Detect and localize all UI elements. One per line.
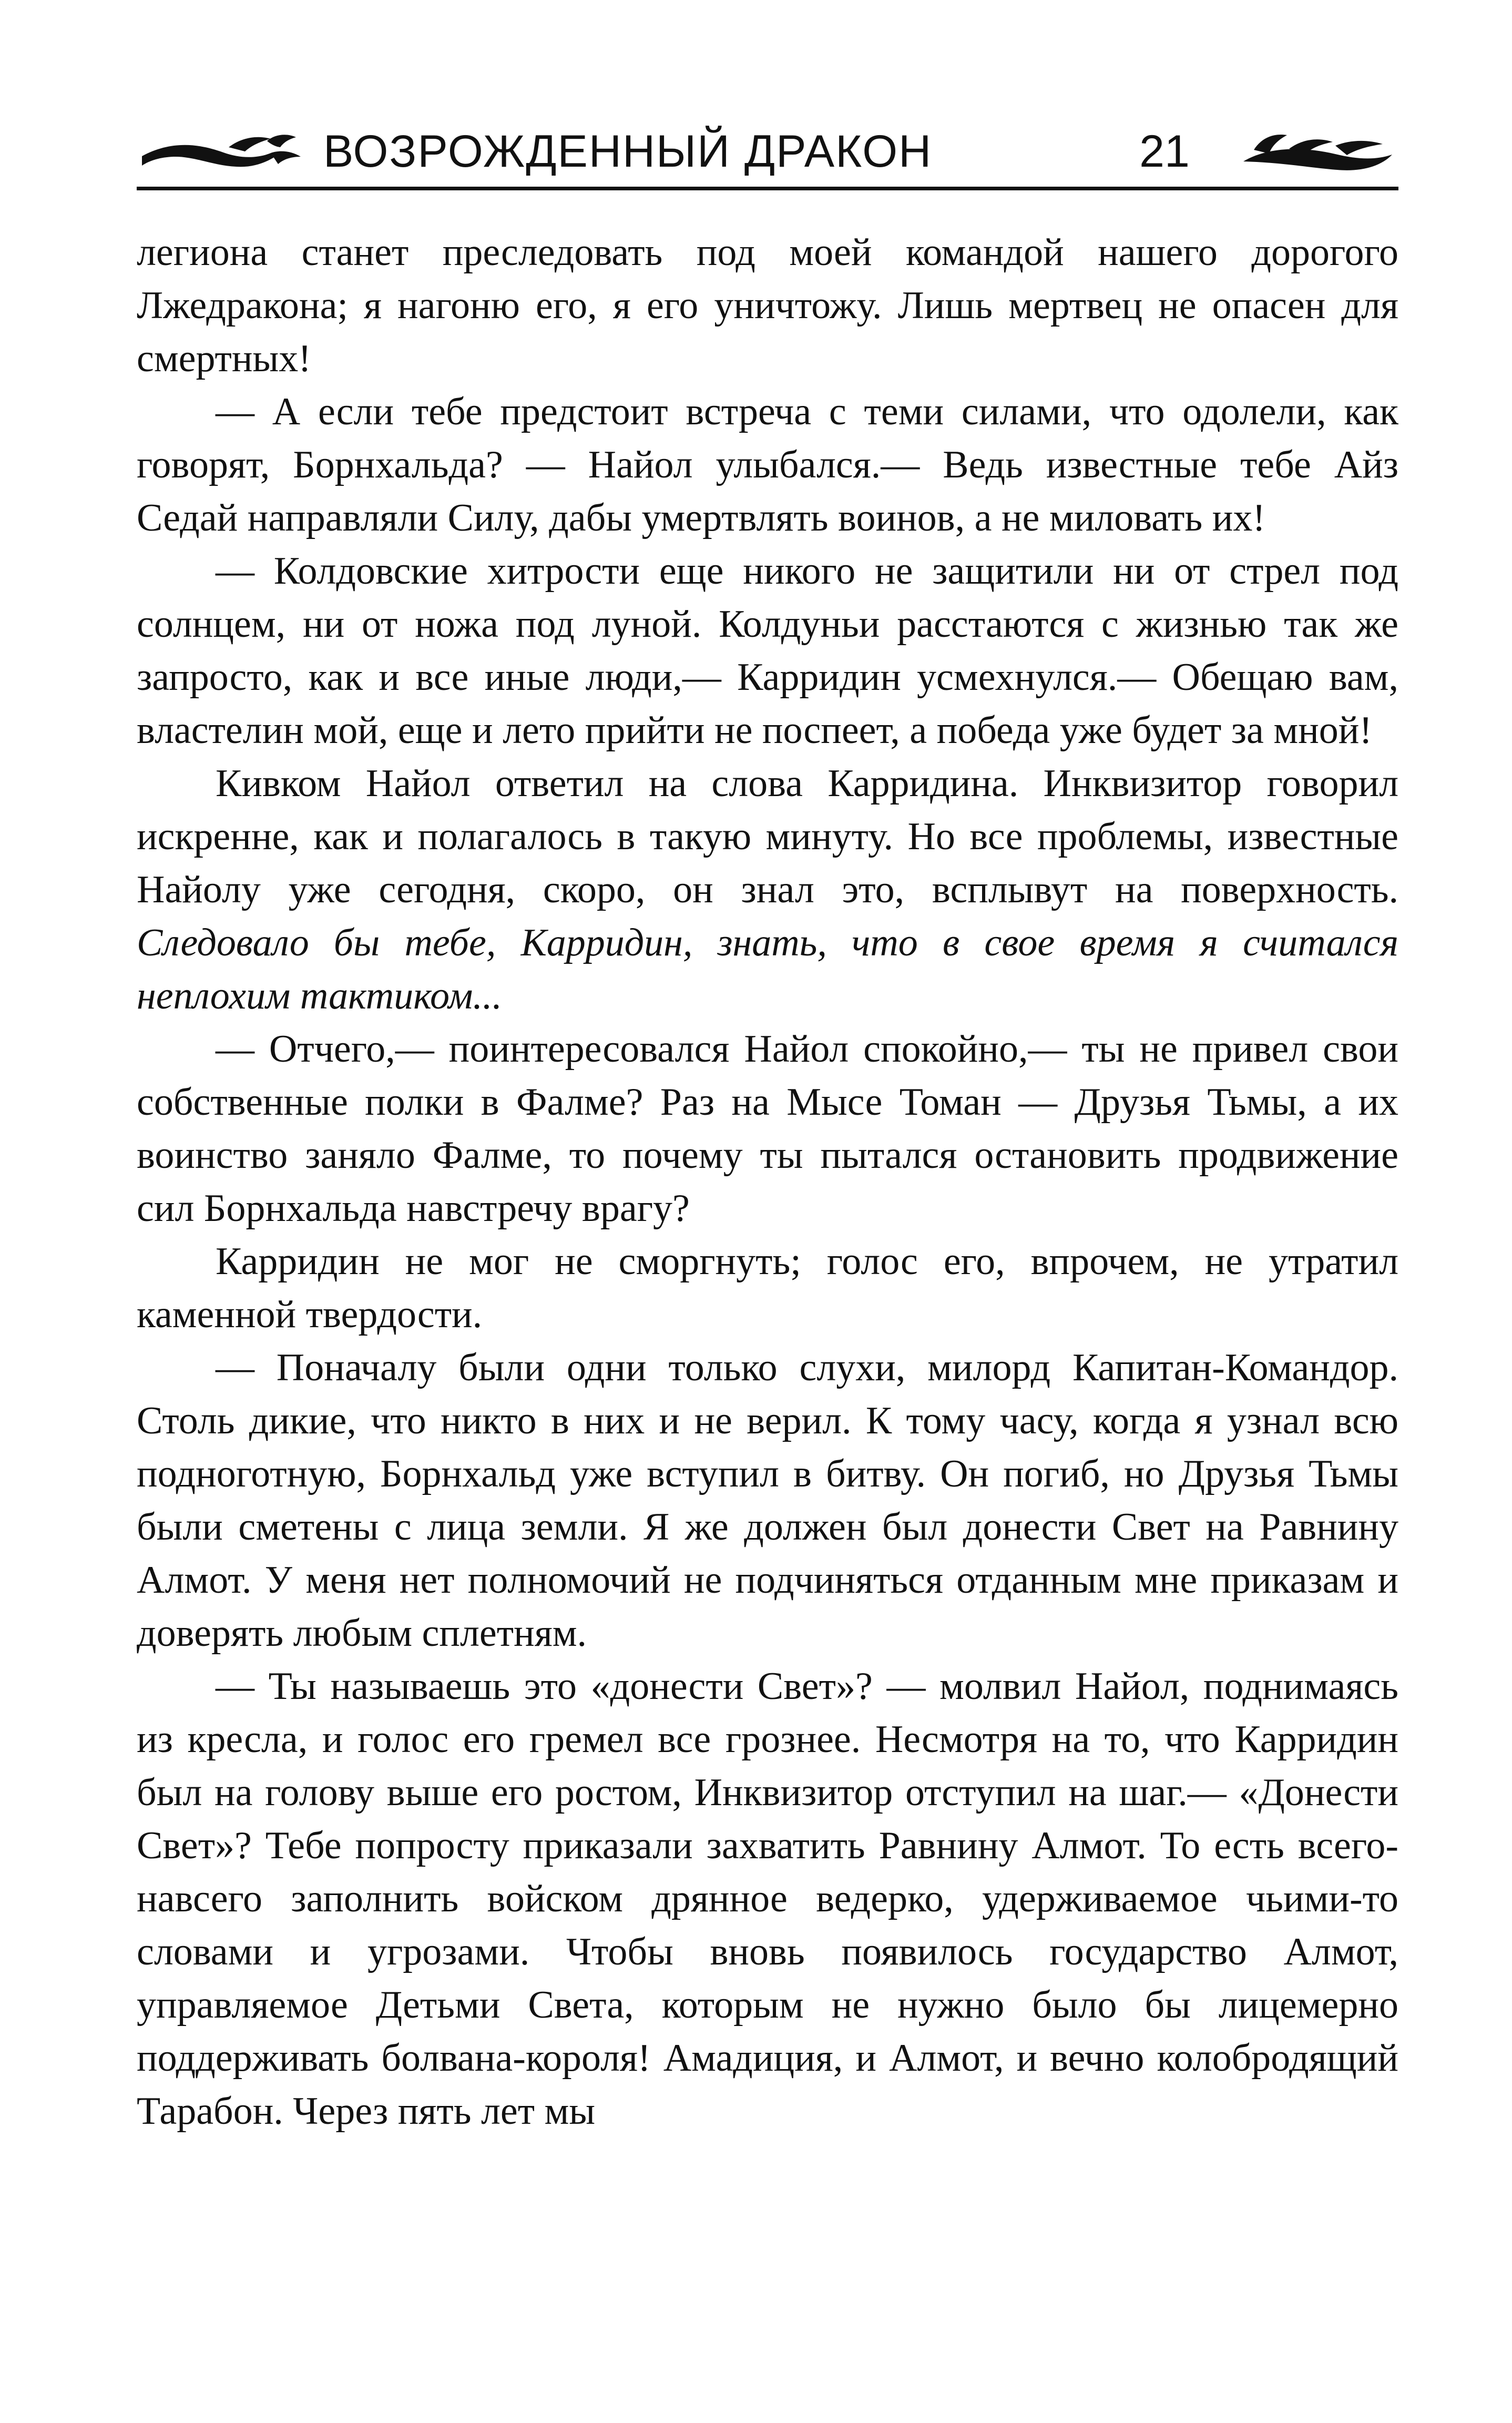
- paragraph-3: — Колдовские хитрости еще никого не защитили ни от стрел под солнцем, ни от ножа под луной. Колдуньи расстаются с жизнью так же запросто, как и все иные люди,— Карридин усмехнулся.— Обещаю вам, властелин мой, еще и лето прийти не поспеет, а победа уже будет за мной!: [137, 549, 1398, 752]
- body-text: [137, 226, 1398, 2138]
- swash-ornament-right-icon: [1225, 124, 1398, 181]
- paragraph-4: Кивком Найол ответил на слова Карридина. Инквизитор говорил искренне, как и полагалось в такую минуту. Но все проблемы, известные Найолу уже сегодня, скоро, он знал это, всплывут на поверхность. Следовало бы тебе, Карридин, знать, что в свое время я считался неплохим тактиком...: [137, 762, 1398, 1017]
- paragraph-5: — Отчего,— поинтересовался Найол спокойно,— ты не привел свои собственные полки в Фалме? Раз на Мысе Томан — Друзья Тьмы, а их воинство заняло Фалме, то почему ты пытался остановить продвижение сил Борнхальда навстречу врагу?: [137, 1027, 1398, 1230]
- paragraph-2: — А если тебе предстоит встреча с теми силами, что одолели, как говорят, Борнхальда? — Найол улыбался.— Ведь известные тебе Айз Седай направляли Силу, дабы умертвлять воинов, а не миловать их!: [137, 390, 1398, 539]
- paragraph-7: — Поначалу были одни только слухи, милорд Капитан-Командор. Столь дикие, что никто в них и не верил. К тому часу, когда я узнал всю подноготную, Борнхальд уже вступил в битву. Он погиб, но Друзья Тьмы были сметены с лица земли. Я же должен был донести Свет на Равнину Алмот. У меня нет полномочий не подчиняться отданным мне приказам и доверять любым сплетням.: [137, 1346, 1398, 1655]
- swash-ornament-left-icon: [137, 124, 310, 181]
- page-number: 21: [1139, 126, 1190, 177]
- running-title: ВОЗРОЖДЕННЫЙ ДРАКОН: [323, 126, 933, 177]
- header-rule: [137, 187, 1398, 190]
- paragraph-1: легиона станет преследовать под моей командой нашего дорогого Лжедракона; я нагоню его, я его уничтожу. Лишь мертвец не опасен для смертных!: [137, 231, 1398, 380]
- paragraph-6: Карридин не мог не сморгнуть; голос его, впрочем, не утратил каменной твердости.: [137, 1240, 1398, 1336]
- italic-thought: Следовало бы тебе, Карридин, знать, что в свое время я считался неплохим тактиком...: [137, 921, 1398, 1017]
- paragraph-8: — Ты называешь это «донести Свет»? — молвил Найол, поднимаясь из кресла, и голос его гремел все грознее. Несмотря на то, что Карридин был на голову выше его ростом, Инквизитор отступил на шаг.— «Донести Свет»? Тебе попросту приказали захватить Равнину Алмот. То есть всего-навсего заполнить войском дрянное ведерко, удерживаемое чьими-то словами и угрозами. Чтобы вновь появилось государство Алмот, управляемое Детьми Света, которым не нужно было бы лицемерно поддерживать болвана-короля! Амадиция, и Алмот, и вечно колобродящий Тарабон. Через пять лет мы: [137, 1665, 1398, 2133]
- running-header: [137, 113, 1398, 192]
